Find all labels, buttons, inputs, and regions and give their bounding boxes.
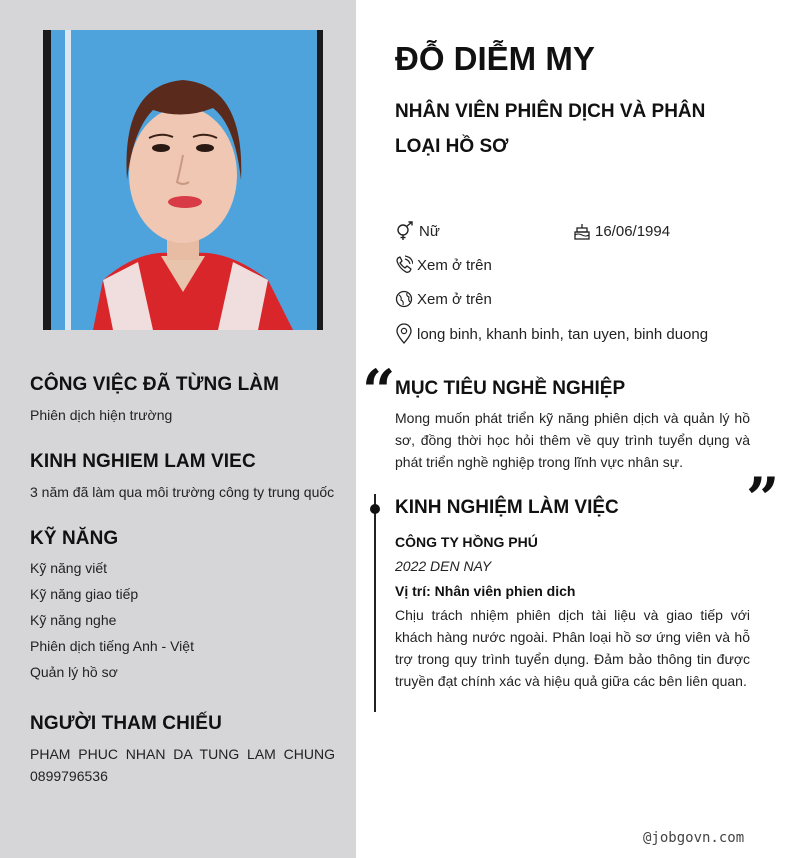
job-description: Chịu trách nhiệm phiên dịch tài liệu và giao tiếp với khách hàng nước ngoài. Phân loại hồ sơ ứng viên và hỗ trợ trong quy trình tuyển dụng. Đảm bảo thông tin được truyền đạt chính xác và hiệu quả giữa các bên liên quan. xyxy=(395,607,750,689)
work-period: 2022 DEN NAY xyxy=(395,558,492,574)
location-pin-icon xyxy=(395,323,413,345)
gender-value: Nữ xyxy=(419,222,440,240)
skill-item: Kỹ năng nghe xyxy=(30,612,117,628)
cake-icon xyxy=(573,221,591,241)
candidate-name: ĐỖ DIỄM MY xyxy=(395,40,595,77)
past-jobs-heading: CÔNG VIỆC ĐÃ TỪNG LÀM xyxy=(30,374,280,395)
phone-value: Xem ở trên xyxy=(417,256,492,274)
website-info xyxy=(395,289,492,309)
company-name: CÔNG TY HỒNG PHÚ xyxy=(395,534,538,550)
address-info xyxy=(395,323,708,345)
timeline-dot xyxy=(370,504,380,514)
globe-icon xyxy=(395,289,413,309)
gender-info xyxy=(395,221,440,241)
candidate-position: NHÂN VIÊN PHIÊN DỊCH VÀ PHÂN LOẠI HỒ SƠ xyxy=(395,101,706,157)
website-value: Xem ở trên xyxy=(417,290,492,308)
open-quote-mark: “ xyxy=(362,357,396,425)
experience-summary-section xyxy=(30,451,336,500)
skill-item: Phiên dịch tiếng Anh - Việt xyxy=(30,638,194,654)
experience-summary-heading: KINH NGHIEM LAM VIEC xyxy=(30,451,256,472)
job-role: Vị trí: Nhân viên phien dich xyxy=(395,583,576,599)
references-text: PHAM PHUC NHAN DA TUNG LAM CHUNG 0899796536 xyxy=(30,746,335,784)
past-jobs-section xyxy=(30,374,336,423)
objective-text: Mong muốn phát triển kỹ năng phiên dịch và quản lý hồ sơ, đồng thời học hỏi thêm về quy trình tuyển dụng và phát triển nghề nghiệp trong lĩnh vực nhân sự. xyxy=(395,410,750,470)
close-quote-mark: ” xyxy=(746,465,780,533)
gender-icon xyxy=(395,221,415,241)
work-experience-heading: KINH NGHIỆM LÀM VIỆC xyxy=(395,497,619,518)
skill-item: Kỹ năng viết xyxy=(30,560,108,576)
birthdate-info xyxy=(573,221,670,241)
birthdate-value: 16/06/1994 xyxy=(595,222,671,240)
footer-watermark: @jobgovn.com xyxy=(643,830,745,846)
timeline-line xyxy=(374,494,376,712)
objective-heading: MỤC TIÊU NGHỀ NGHIỆP xyxy=(395,378,626,399)
skills-heading: KỸ NĂNG xyxy=(30,528,119,549)
skills-section xyxy=(30,528,336,685)
phone-info xyxy=(395,255,492,275)
experience-summary-text: 3 năm đã làm qua môi trường công ty trung quốc xyxy=(30,484,335,500)
skill-item: Quản lý hồ sơ xyxy=(30,664,118,680)
skill-item: Kỹ năng giao tiếp xyxy=(30,586,139,602)
profile-photo xyxy=(43,30,323,330)
references-heading: NGƯỜI THAM CHIẾU xyxy=(30,713,222,734)
references-section xyxy=(30,713,335,787)
address-value: long binh, khanh binh, tan uyen, binh duong xyxy=(417,325,709,343)
past-jobs-text: Phiên dịch hiện trường xyxy=(30,407,173,423)
phone-icon xyxy=(395,255,413,275)
